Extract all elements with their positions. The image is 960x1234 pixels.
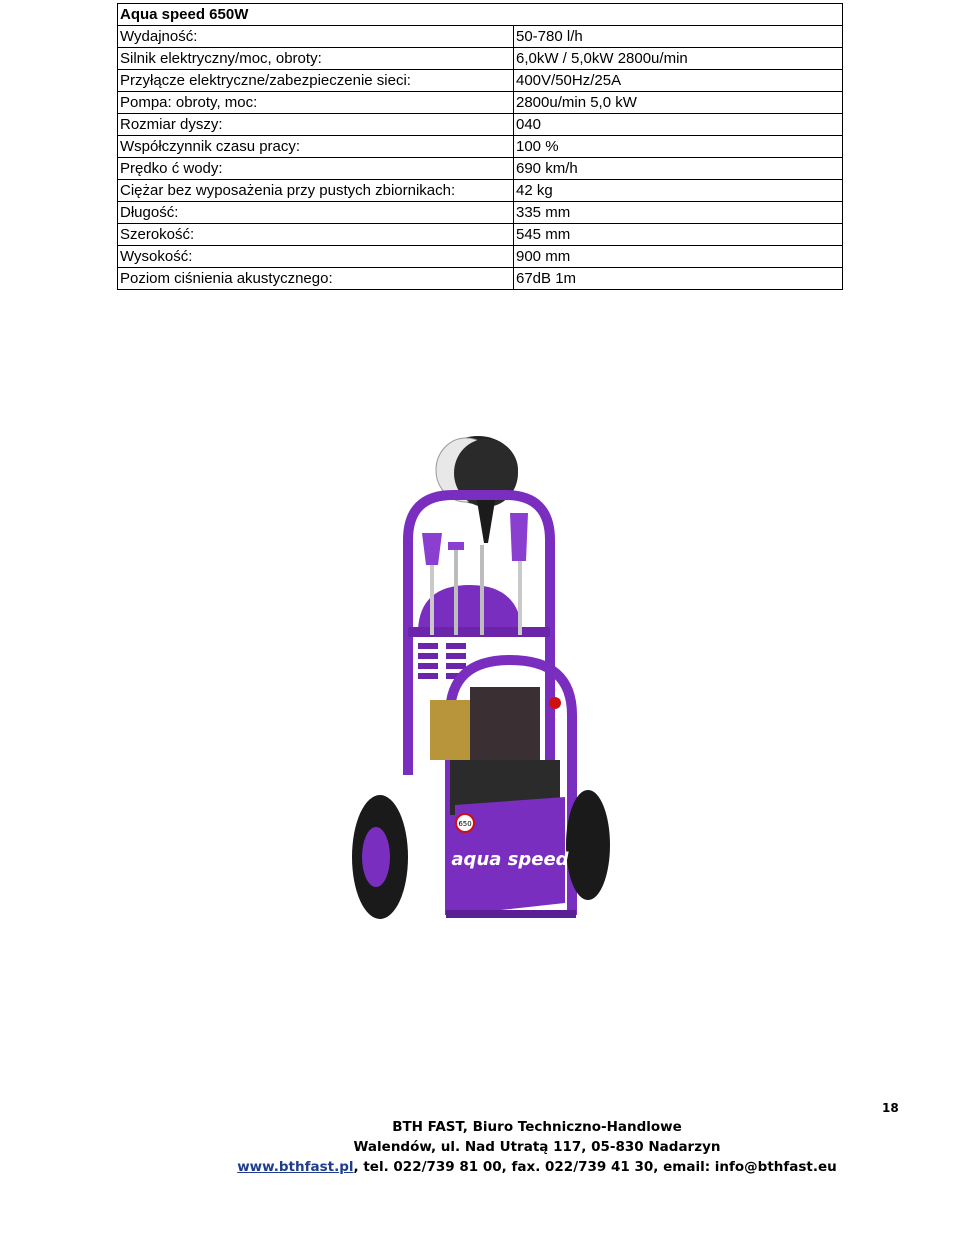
spec-row [118,114,843,136]
badge-650: 650 [458,820,472,828]
spec-value: 900 mm [514,246,843,268]
footer-company: BTH FAST, Biuro Techniczno-Handlowe [392,1119,682,1135]
spec-row [118,224,843,246]
spec-value: 690 km/h [514,158,843,180]
spec-label: Wysokość: [118,246,514,268]
spec-value: 100 % [514,136,843,158]
spec-label: Wydajność: [118,26,514,48]
spec-value: 67dB 1m [514,268,843,290]
spec-value: 6,0kW / 5,0kW 2800u/min [514,48,843,70]
product-logo: aqua speed [451,849,569,870]
spec-label: Szerokość: [118,224,514,246]
spec-title-row [118,4,843,26]
spec-row [118,180,843,202]
spec-row [118,246,843,268]
spec-row [118,70,843,92]
page-number: 18 [882,1101,899,1115]
spec-row [118,202,843,224]
spec-row [118,158,843,180]
spec-row [118,136,843,158]
footer-contact-line [0,1157,960,1177]
spec-value: 545 mm [514,224,843,246]
spec-label: Pompa: obroty, moc: [118,92,514,114]
spec-label: Rozmiar dyszy: [118,114,514,136]
pressure-washer-image [350,425,610,940]
spec-row [118,268,843,290]
spec-title: Aqua speed 650W [118,4,843,26]
spec-label: Silnik elektryczny/moc, obroty: [118,48,514,70]
footer-contact: , tel. 022/739 81 00, fax. 022/739 41 30, email: info@bthfast.eu [353,1159,837,1175]
spec-label: Współczynnik czasu pracy: [118,136,514,158]
spec-label: Ciężar bez wyposażenia przy pustych zbiornikach: [118,180,514,202]
spec-value: 400V/50Hz/25A [514,70,843,92]
footer-address: Walendów, ul. Nad Utratą 117, 05-830 Nadarzyn [353,1139,721,1155]
spec-row [118,26,843,48]
spec-label: Przyłącze elektryczne/zabezpieczenie sieci: [118,70,514,92]
website-link[interactable]: www.bthfast.pl [237,1159,354,1175]
spec-row [118,48,843,70]
spec-value: 2800u/min 5,0 kW [514,92,843,114]
spec-label: Prędko ć wody: [118,158,514,180]
spec-table [117,3,843,290]
spec-value: 040 [514,114,843,136]
spec-label: Długość: [118,202,514,224]
spec-value: 335 mm [514,202,843,224]
spec-value: 42 kg [514,180,843,202]
spec-row [118,92,843,114]
spec-value: 50-780 l/h [514,26,843,48]
spec-label: Poziom ciśnienia akustycznego: [118,268,514,290]
footer [0,1117,960,1177]
